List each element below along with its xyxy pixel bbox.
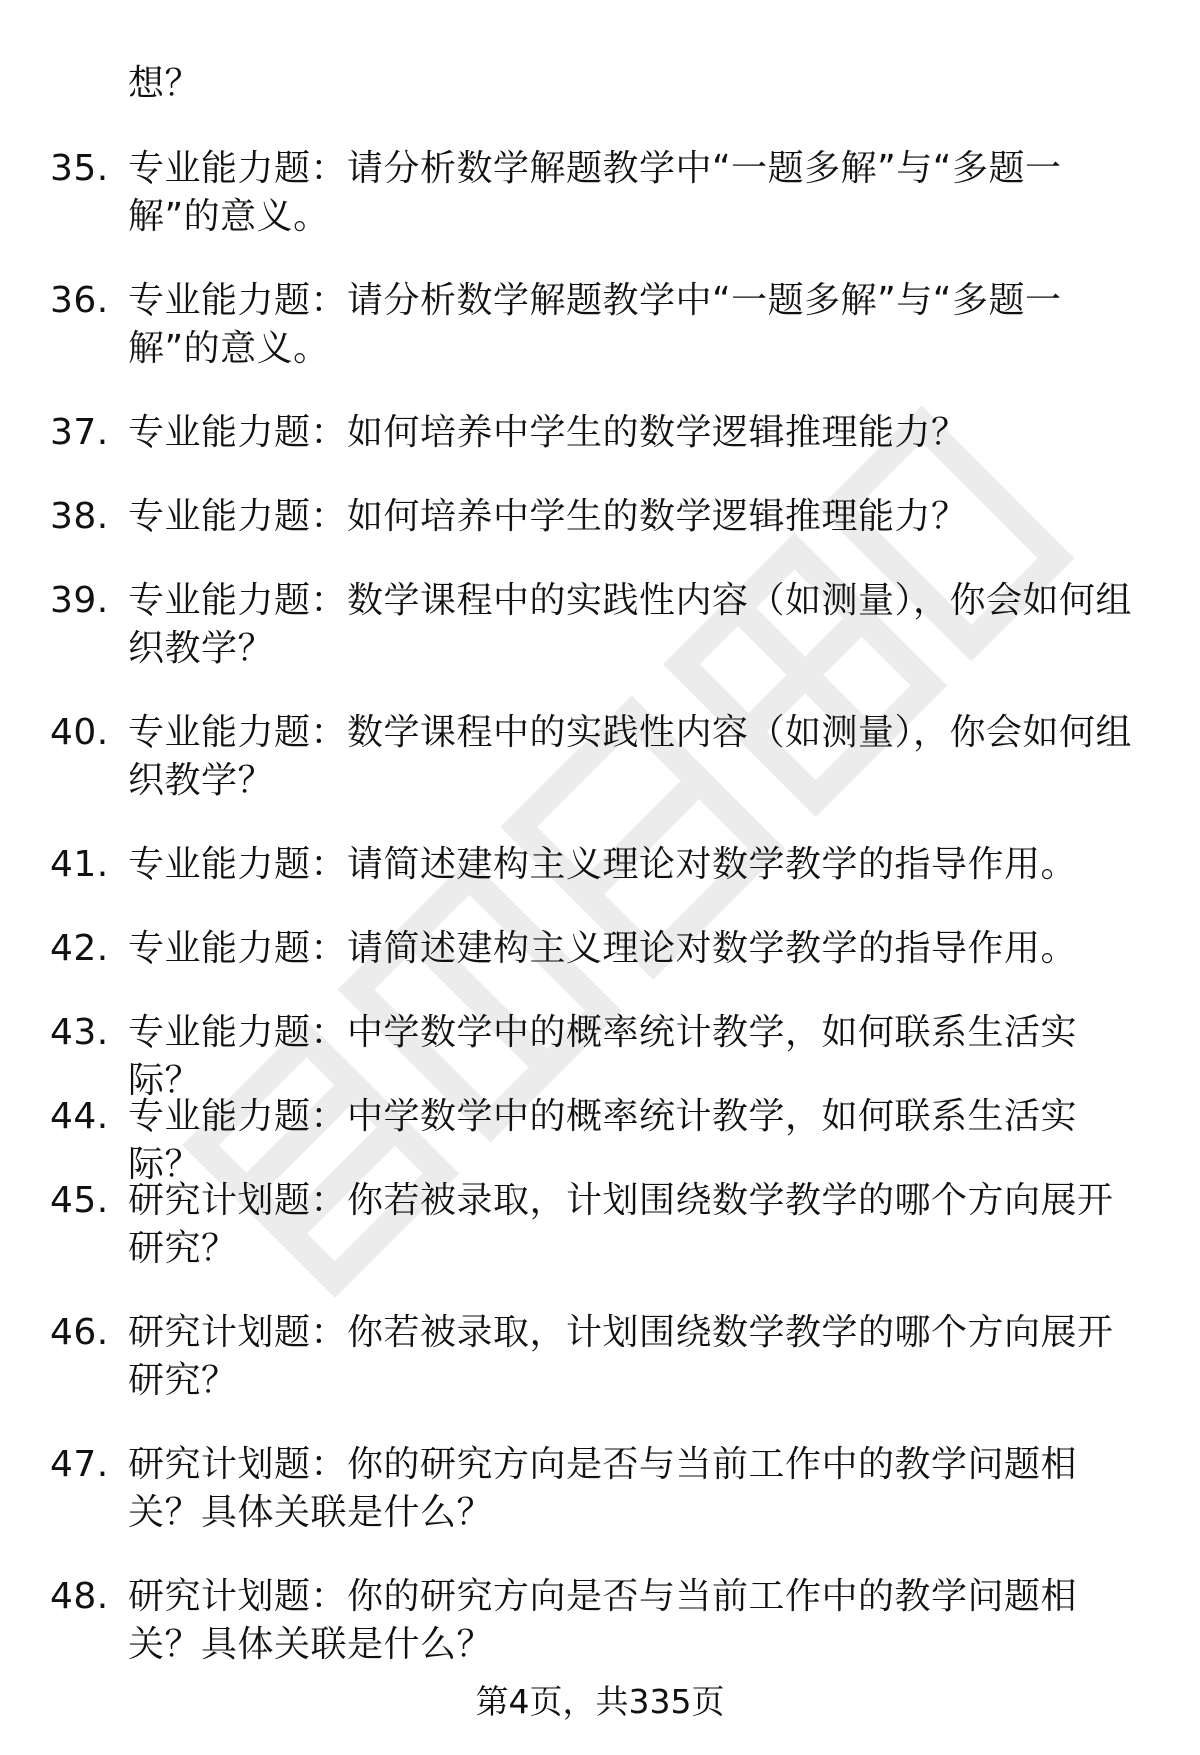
question-number: 46. bbox=[50, 1312, 109, 1353]
question-text: 专业能力题：数学课程中的实践性内容（如测量），你会如何组织教学？ bbox=[128, 580, 1133, 669]
question-list bbox=[0, 145, 1200, 1705]
question-number: 35. bbox=[50, 148, 109, 189]
question-text: 专业能力题：数学课程中的实践性内容（如测量），你会如何组织教学？ bbox=[128, 712, 1133, 801]
question-text: 研究计划题：你的研究方向是否与当前工作中的教学问题相关？具体关联是什么？ bbox=[128, 1576, 1078, 1665]
question-number: 38. bbox=[50, 496, 109, 537]
question-item bbox=[0, 925, 1200, 1009]
page-number-label: 第4页，共335页 bbox=[475, 1682, 725, 1721]
question-number: 36. bbox=[50, 280, 109, 321]
question-number: 40. bbox=[50, 712, 109, 753]
question-item bbox=[0, 1009, 1200, 1101]
question-text: 专业能力题：请简述建构主义理论对数学教学的指导作用。 bbox=[128, 928, 1078, 969]
question-text: 专业能力题：请分析数学解题教学中“一题多解”与“多题一解”的意义。 bbox=[128, 280, 1062, 369]
question-text: 专业能力题：如何培养中学生的数学逻辑推理能力？ bbox=[128, 412, 968, 453]
question-number: 42. bbox=[50, 928, 109, 969]
question-number: 39. bbox=[50, 580, 109, 621]
question-item bbox=[0, 709, 1200, 841]
question-item bbox=[0, 493, 1200, 577]
question-text: 专业能力题：中学数学中的概率统计教学，如何联系生活实际？ bbox=[128, 1012, 1078, 1101]
question-number: 47. bbox=[50, 1444, 109, 1485]
question-item bbox=[0, 409, 1200, 493]
question-text: 专业能力题：中学数学中的概率统计教学，如何联系生活实际？ bbox=[128, 1096, 1078, 1185]
question-number: 37. bbox=[50, 412, 109, 453]
question-number: 45. bbox=[50, 1180, 109, 1221]
question-item bbox=[0, 1309, 1200, 1441]
question-item bbox=[0, 1441, 1200, 1573]
question-text: 研究计划题：你若被录取，计划围绕数学教学的哪个方向展开研究？ bbox=[128, 1180, 1114, 1269]
continued-question-text: 想？ bbox=[128, 63, 202, 104]
question-item bbox=[0, 1177, 1200, 1309]
question-item bbox=[0, 145, 1200, 277]
question-number: 48. bbox=[50, 1576, 109, 1617]
question-item bbox=[0, 277, 1200, 409]
question-item bbox=[0, 1093, 1200, 1185]
question-text: 研究计划题：你若被录取，计划围绕数学教学的哪个方向展开研究？ bbox=[128, 1312, 1114, 1401]
question-text: 专业能力题：请简述建构主义理论对数学教学的指导作用。 bbox=[128, 844, 1078, 885]
question-text: 专业能力题：如何培养中学生的数学逻辑推理能力？ bbox=[128, 496, 968, 537]
question-text: 研究计划题：你的研究方向是否与当前工作中的教学问题相关？具体关联是什么？ bbox=[128, 1444, 1078, 1533]
question-number: 43. bbox=[50, 1012, 109, 1053]
question-item bbox=[0, 841, 1200, 925]
question-number: 41. bbox=[50, 844, 109, 885]
page-footer bbox=[0, 1680, 1200, 1724]
question-number: 44. bbox=[50, 1096, 109, 1137]
question-item bbox=[0, 577, 1200, 709]
question-text: 专业能力题：请分析数学解题教学中“一题多解”与“多题一解”的意义。 bbox=[128, 148, 1062, 237]
